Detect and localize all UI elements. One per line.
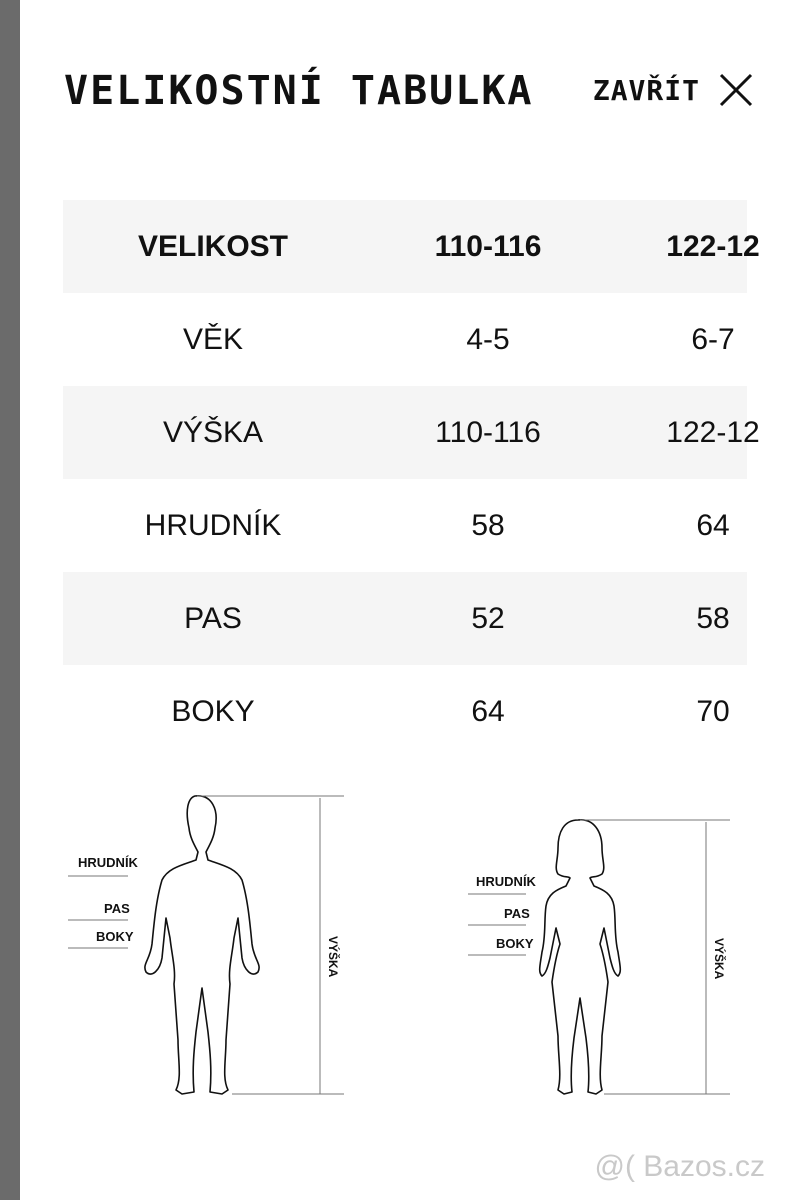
female-measurement-figure bbox=[462, 812, 742, 1112]
waist-label: PAS bbox=[104, 901, 130, 916]
table-cell: 110-116 bbox=[434, 230, 542, 263]
table-cell: 4-5 bbox=[466, 323, 510, 356]
table-cell: VELIKOST bbox=[137, 230, 288, 263]
waist-label: PAS bbox=[504, 906, 530, 921]
table-row bbox=[63, 293, 747, 386]
male-measurement-figure bbox=[62, 788, 362, 1108]
height-label: VÝŠKA bbox=[712, 938, 726, 980]
female-silhouette-icon bbox=[462, 812, 742, 1112]
table-cell: 6-7 bbox=[691, 323, 735, 356]
chest-label: HRUDNÍK bbox=[476, 874, 536, 889]
table-cell: PAS bbox=[184, 602, 242, 635]
watermark: @( Bazos.cz bbox=[594, 1150, 765, 1183]
table-cell: 52 bbox=[471, 602, 505, 635]
size-table bbox=[63, 200, 760, 758]
hips-label: BOKY bbox=[96, 929, 134, 944]
table-cell: 122-12 bbox=[666, 230, 760, 263]
table-cell: 58 bbox=[696, 602, 730, 635]
close-icon[interactable] bbox=[718, 72, 754, 108]
male-silhouette-icon bbox=[62, 788, 362, 1108]
close-button[interactable] bbox=[593, 62, 754, 118]
table-cell: 70 bbox=[696, 695, 730, 728]
side-bar bbox=[0, 0, 20, 1200]
table-cell: 64 bbox=[696, 509, 730, 542]
table-row bbox=[63, 665, 747, 758]
page-title: VELIKOSTNÍ TABULKA bbox=[64, 68, 534, 114]
height-label: VÝŠKA bbox=[326, 936, 340, 978]
table-cell: VÝŠKA bbox=[162, 416, 264, 449]
table-cell: VĚK bbox=[182, 323, 244, 356]
table-cell: 122-12 bbox=[666, 416, 760, 449]
table-cell: HRUDNÍK bbox=[144, 509, 282, 542]
chest-label: HRUDNÍK bbox=[78, 855, 138, 870]
table-row bbox=[63, 479, 747, 572]
table-cell: BOKY bbox=[171, 695, 255, 728]
table-cell: 110-116 bbox=[435, 416, 541, 449]
table-row bbox=[63, 386, 760, 479]
table-cell: 64 bbox=[471, 695, 505, 728]
close-label: ZAVŘÍT bbox=[592, 73, 700, 107]
modal-header bbox=[64, 62, 754, 118]
hips-label: BOKY bbox=[496, 936, 534, 951]
table-row bbox=[63, 572, 747, 665]
table-cell: 58 bbox=[471, 509, 505, 542]
table-header-row bbox=[63, 200, 760, 293]
